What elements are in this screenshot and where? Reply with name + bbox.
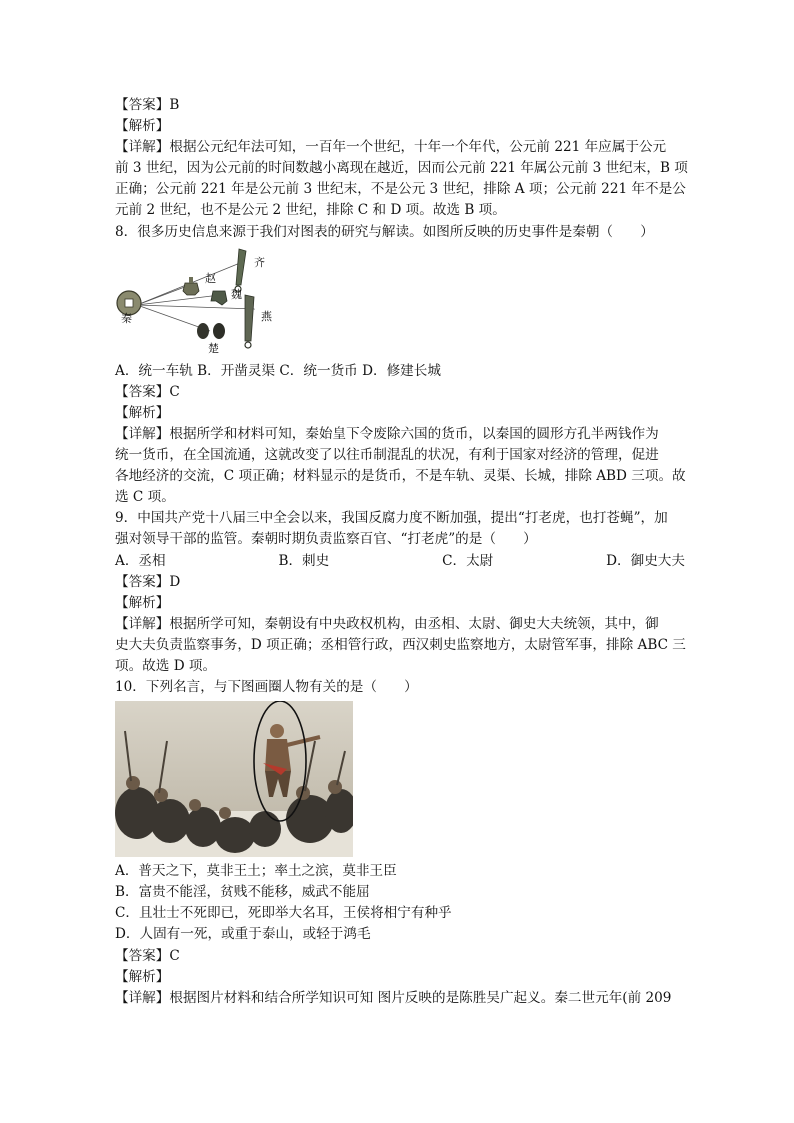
q9-option-a: A．丞相 bbox=[115, 552, 166, 569]
q10-option-c: C．且壮士不死即已，死即举大名耳，王侯将相宁有种乎 bbox=[115, 905, 452, 922]
q10-question: 10．下列名言，与下图画圈人物有关的是（ ） bbox=[115, 679, 418, 696]
q10-answer: 【答案】C bbox=[115, 947, 180, 964]
q10-detail-line: 【详解】根据图片材料和结合所学知识可知 图片反映的是陈胜吴广起义。秦二世元年(前 209 bbox=[115, 989, 672, 1006]
q9-analysis-label: 【解析】 bbox=[115, 594, 170, 611]
q8-detail-line: 统一货币，在全国流通，这就改变了以往币制混乱的状况，有利于国家对经济的管理，促进 bbox=[115, 447, 659, 464]
q9-question-line: 强对领导干部的监管。秦朝时期负责监察百官、“打老虎”的是（ ） bbox=[115, 531, 537, 548]
qi-knife-coin-icon bbox=[235, 249, 246, 292]
q8-label-chu: 楚 bbox=[208, 341, 219, 355]
q8-currency-figure bbox=[115, 245, 285, 357]
q7-detail-line: 正确；公元前 221 年是公元前 3 世纪末，不是公元 3 世纪，排除 A 项；公元前 221 年不是公 bbox=[115, 181, 686, 198]
q8-detail-line: 选 C 项。 bbox=[115, 489, 175, 506]
q8-answer: 【答案】C bbox=[115, 383, 180, 400]
zhao-spade-coin-icon bbox=[183, 277, 199, 295]
q7-detail-line: 元前 2 世纪，也不是公元 2 世纪，排除 C 和 D 项。故选 B 项。 bbox=[115, 202, 506, 219]
yan-knife-coin-icon bbox=[245, 295, 254, 348]
q10-analysis-label: 【解析】 bbox=[115, 968, 170, 985]
q7-detail-line: 【详解】根据公元纪年法可知，一百年一个世纪，十年一个年代，公元前 221 年应属于公元 bbox=[115, 139, 667, 156]
q8-label-qin: 秦 bbox=[121, 311, 132, 325]
q8-label-zhao: 赵 bbox=[205, 271, 216, 285]
q7-analysis-label: 【解析】 bbox=[115, 118, 170, 135]
q8-options: A．统一车轨 B．开凿灵渠 C．统一货币 D．修建长城 bbox=[115, 362, 441, 379]
q10-option-d: D．人固有一死，或重于泰山，或轻于鸿毛 bbox=[115, 926, 371, 943]
q10-option-a: A．普天之下，莫非王土；率土之滨，莫非王臣 bbox=[115, 863, 397, 880]
q10-option-b: B．富贵不能淫，贫贱不能移，威武不能屈 bbox=[115, 884, 370, 901]
q9-option-b: B．刺史 bbox=[278, 552, 330, 569]
q9-option-c: C．太尉 bbox=[442, 552, 494, 569]
q7-answer: 【答案】B bbox=[115, 97, 180, 113]
q8-detail-line: 各地经济的交流，C 项正确；材料显示的是货币，不是车轨、灵渠、长城，排除 ABD 三项。故 bbox=[115, 468, 686, 485]
wei-spade-coin-icon bbox=[211, 291, 227, 305]
q9-options bbox=[115, 551, 685, 572]
q9-question-line: 9．中国共产党十八届三中全会以来，我国反腐力度不断加强，提出“打老虎，也打苍蝇”，加 bbox=[115, 510, 668, 527]
q9-detail-line: 史大夫负责监察事务，D 项正确；丞相管行政，西汉刺史监察地方，太尉管军事，排除 ABC 三 bbox=[115, 636, 686, 653]
q8-detail-line: 【详解】根据所学和材料可知，秦始皇下令废除六国的货币，以秦国的圆形方孔半两钱作为 bbox=[115, 425, 659, 442]
q7-detail-line: 前 3 世纪，因为公元前的时间数越小离现在越近，因而公元前 221 年属公元前 3 世纪末，B 项 bbox=[115, 160, 688, 177]
q9-detail-line: 【详解】根据所学可知，秦朝设有中央政权机构，由丞相、太尉、御史大夫统领，其中，御 bbox=[115, 615, 659, 632]
q10-uprising-painting bbox=[115, 701, 353, 857]
chu-ant-nose-coin-icon bbox=[197, 323, 225, 339]
q8-label-yan: 燕 bbox=[261, 309, 272, 323]
q9-answer: 【答案】D bbox=[115, 573, 181, 590]
q8-label-wei: 魏 bbox=[231, 287, 242, 301]
q8-analysis-label: 【解析】 bbox=[115, 404, 170, 421]
document-page bbox=[115, 95, 688, 1009]
q8-label-qi: 齐 bbox=[254, 255, 265, 269]
q8-question: 8．很多历史信息来源于我们对图表的研究与解读。如图所反映的历史事件是秦朝（ ） bbox=[115, 223, 654, 240]
q9-option-d: D．御史大夫 bbox=[606, 552, 685, 569]
q9-detail-line: 项。故选 D 项。 bbox=[115, 657, 217, 674]
